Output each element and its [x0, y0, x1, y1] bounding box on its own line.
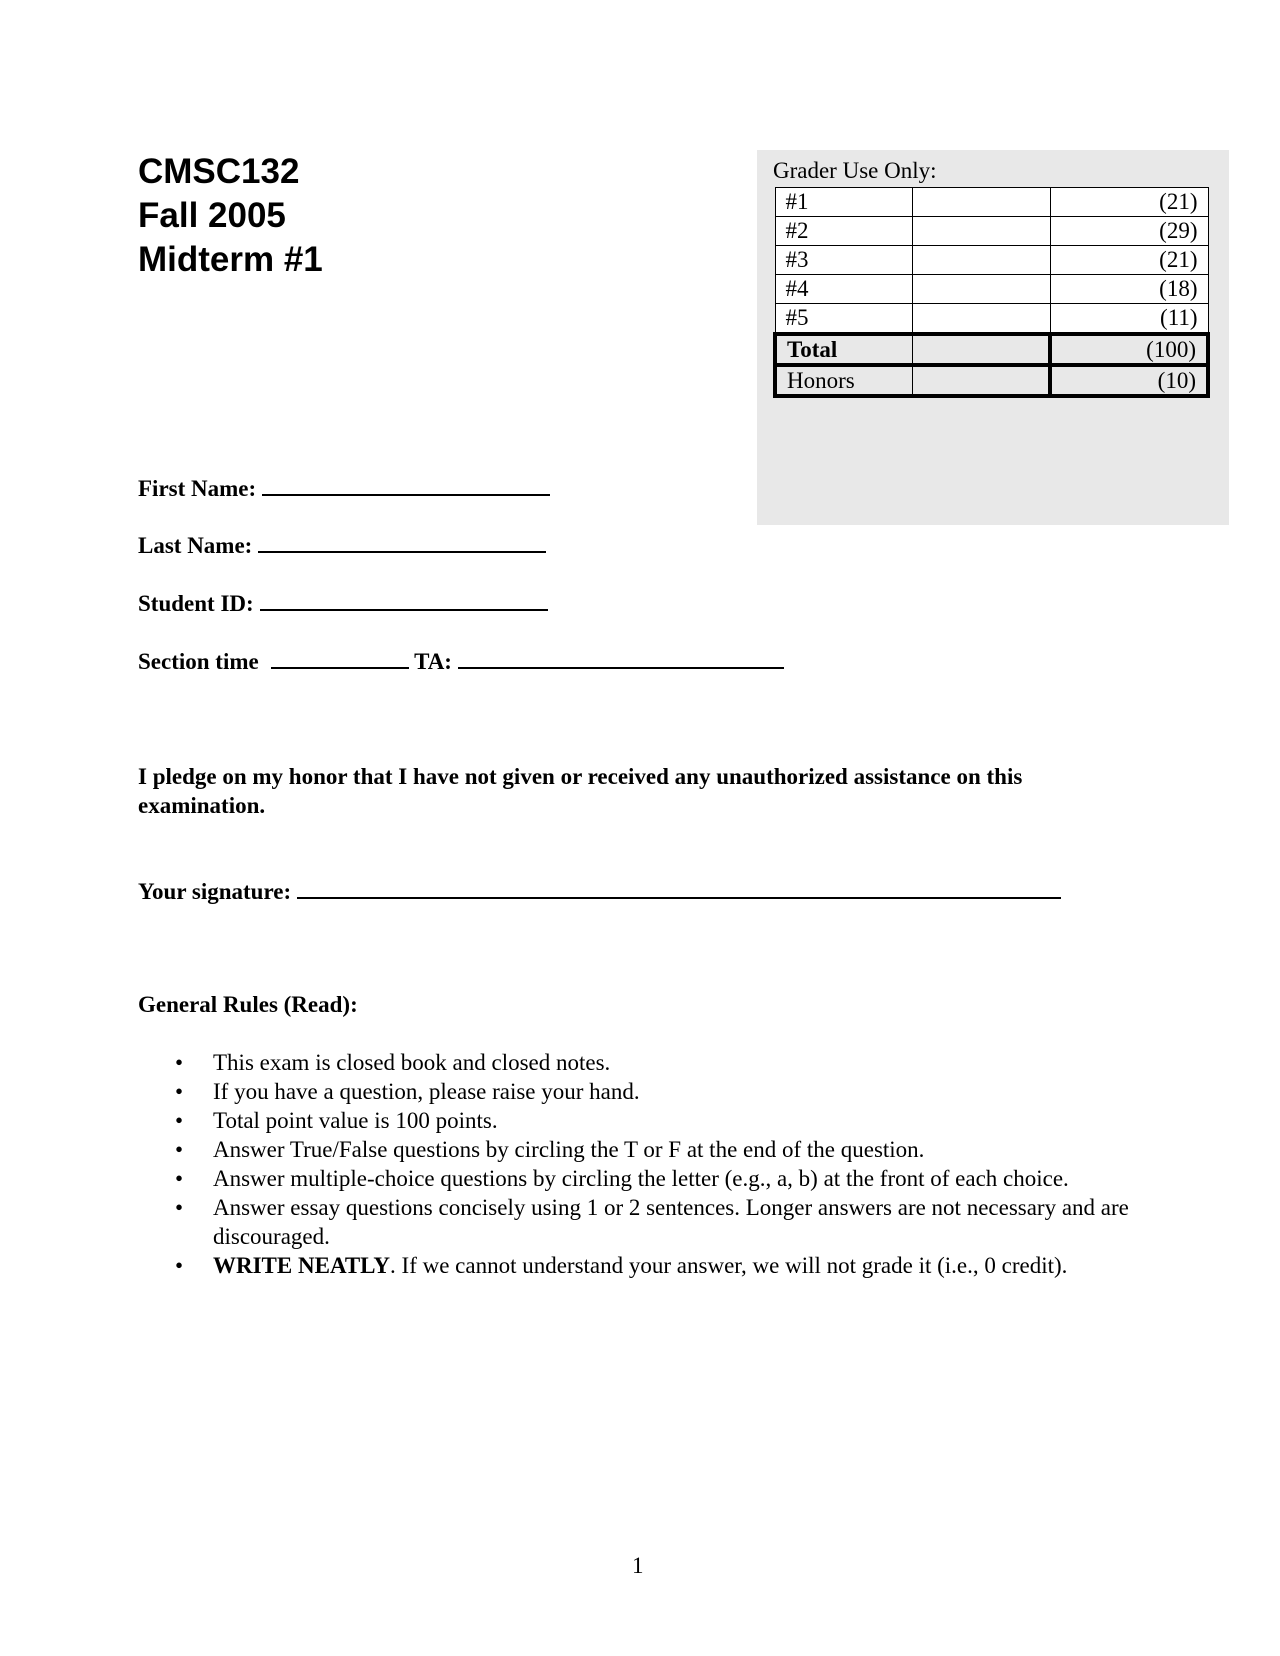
rule-text: This exam is closed book and closed notes. [213, 1050, 611, 1075]
page-number: 1 [632, 1553, 644, 1578]
bullet-icon: • [175, 1079, 184, 1104]
honor-pledge: I pledge on my honor that I have not given or received any unauthorized assistance on this examination. [138, 764, 1023, 818]
points-cell: (18) [1050, 275, 1208, 304]
table-row [775, 275, 1208, 304]
score-cell[interactable] [913, 304, 1051, 335]
honors-points: (10) [1050, 365, 1208, 396]
points-cell: (11) [1050, 304, 1208, 335]
score-cell[interactable] [913, 275, 1051, 304]
ta-label: TA: [414, 649, 452, 674]
rules-list [138, 1048, 1148, 1280]
total-row [775, 334, 1208, 365]
question-cell: #5 [775, 304, 913, 335]
section-time-blank[interactable] [271, 647, 409, 669]
first-name-blank[interactable] [262, 474, 550, 496]
total-points: (100) [1050, 334, 1208, 365]
grader-table [773, 187, 1210, 398]
rule-text: . If we cannot understand your answer, we will not grade it (i.e., 0 credit). [390, 1253, 1068, 1278]
rule-emphasis: WRITE NEATLY [213, 1253, 391, 1278]
rules-heading: General Rules (Read): [138, 992, 358, 1017]
list-item [138, 1077, 1148, 1106]
last-name-field [138, 531, 546, 559]
signature-blank[interactable] [297, 877, 1061, 899]
honors-label: Honors [775, 365, 913, 396]
first-name-field [138, 474, 550, 502]
table-row [775, 217, 1208, 246]
question-cell: #1 [775, 188, 913, 217]
total-score-cell[interactable] [913, 334, 1051, 365]
table-row [775, 304, 1208, 335]
rule-text: Answer True/False questions by circling the T or F at the end of the question. [213, 1137, 925, 1162]
rule-text: If you have a question, please raise your hand. [213, 1079, 640, 1104]
signature-label: Your signature: [138, 879, 292, 904]
honors-row [775, 365, 1208, 396]
total-label: Total [775, 334, 913, 365]
table-row [775, 246, 1208, 275]
section-time-label: Section time [138, 649, 259, 674]
table-row [775, 188, 1208, 217]
last-name-label: Last Name: [138, 533, 253, 558]
exam-title: Midterm #1 [138, 240, 323, 279]
last-name-blank[interactable] [258, 531, 546, 553]
points-cell: (29) [1050, 217, 1208, 246]
bullet-icon: • [175, 1108, 184, 1133]
question-cell: #3 [775, 246, 913, 275]
grader-label: Grader Use Only: [773, 158, 937, 183]
bullet-icon: • [175, 1253, 184, 1278]
question-cell: #2 [775, 217, 913, 246]
bullet-icon: • [175, 1050, 184, 1075]
section-ta-field [138, 647, 784, 675]
points-cell: (21) [1050, 246, 1208, 275]
term-title: Fall 2005 [138, 196, 286, 235]
question-cell: #4 [775, 275, 913, 304]
student-id-blank[interactable] [260, 589, 548, 611]
course-title: CMSC132 [138, 152, 300, 191]
list-item [138, 1193, 1148, 1251]
list-item [138, 1048, 1148, 1077]
rule-text: Answer essay questions concisely using 1 or 2 sentences. Longer answers are not necessary and are discouraged. [213, 1195, 1129, 1249]
list-item [138, 1164, 1148, 1193]
honors-score-cell[interactable] [913, 365, 1051, 396]
score-cell[interactable] [913, 188, 1051, 217]
points-cell: (21) [1050, 188, 1208, 217]
list-item [138, 1135, 1148, 1164]
first-name-label: First Name: [138, 476, 257, 501]
grader-box [757, 150, 1229, 525]
list-item [138, 1251, 1148, 1280]
score-cell[interactable] [913, 246, 1051, 275]
bullet-icon: • [175, 1195, 184, 1220]
student-id-label: Student ID: [138, 591, 254, 616]
bullet-icon: • [175, 1137, 184, 1162]
rule-text: Answer multiple-choice questions by circling the letter (e.g., a, b) at the front of each choice. [213, 1166, 1069, 1191]
ta-blank[interactable] [458, 647, 784, 669]
signature-field [138, 877, 1061, 905]
rule-text: Total point value is 100 points. [213, 1108, 498, 1133]
student-id-field [138, 589, 548, 617]
list-item [138, 1106, 1148, 1135]
score-cell[interactable] [913, 217, 1051, 246]
bullet-icon: • [175, 1166, 184, 1191]
